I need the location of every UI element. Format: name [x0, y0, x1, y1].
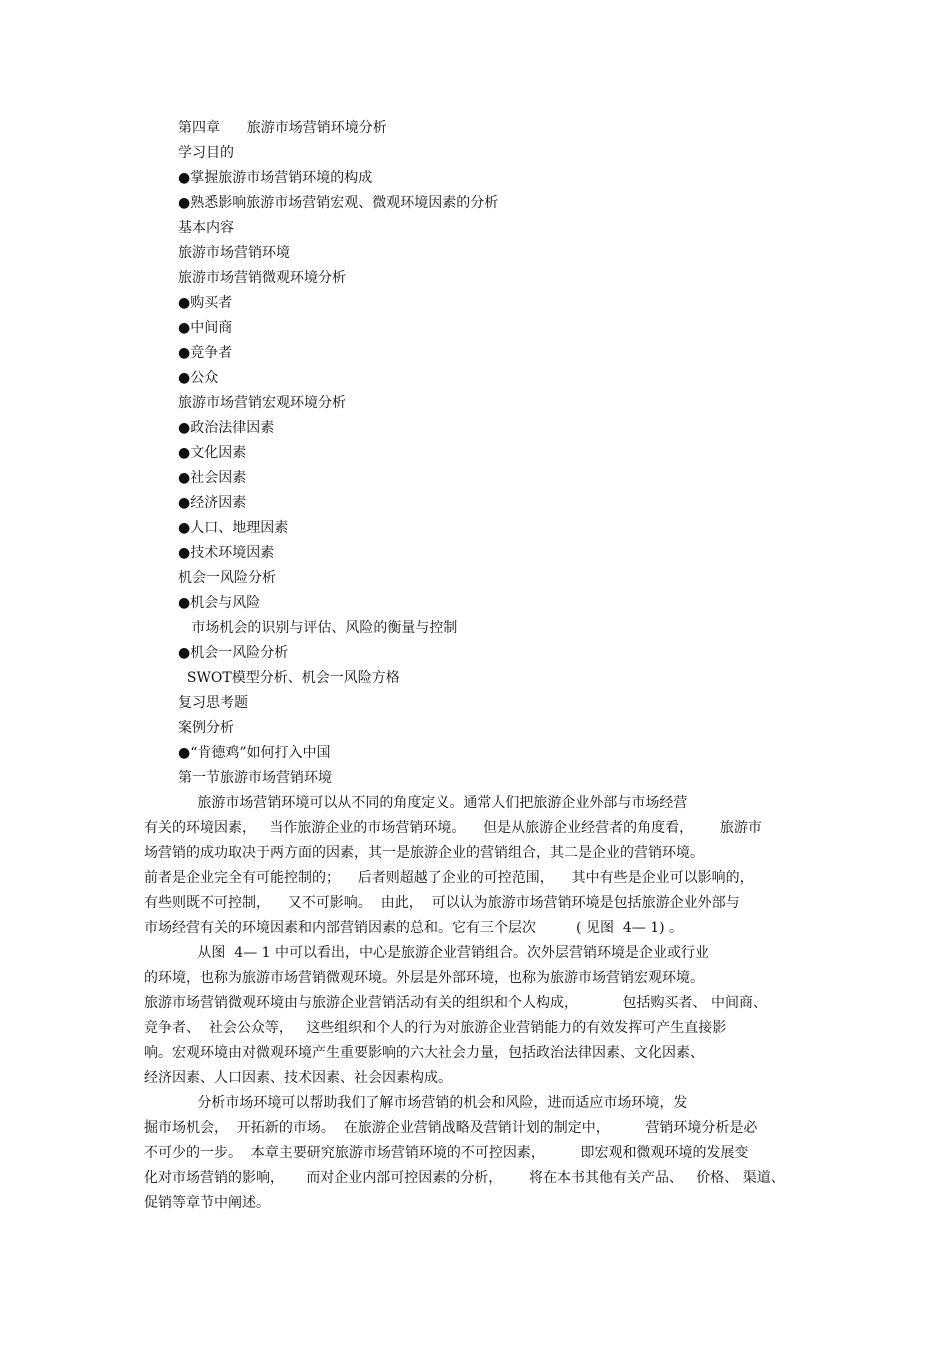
body-text-line: 掘市场机会， 开拓新的市场。 在旅游企业营销战略及营销计划的制定中， 营销环境分析是必 [144, 1120, 758, 1136]
section-title: 第一节旅游市场营销环境 [178, 770, 332, 786]
list-item: ●机会一风险分析 [178, 645, 289, 661]
body-text-line: 响。宏观环境由对微观环境产生重要影响的六大社会力量，包括政治法律因素、文化因素、 [144, 1045, 704, 1061]
list-subitem: 市场机会的识别与评估、风险的衡量与控制 [178, 620, 458, 636]
list-item: ●技术环境因素 [178, 545, 275, 561]
body-text-line: 竞争者、 社会公众等， 这些组织和个人的行为对旅游企业营销能力的有效发挥可产生直接影 [144, 1020, 727, 1036]
section-heading-learning-goals: 学习目的 [178, 145, 234, 161]
list-item: ●竞争者 [178, 345, 233, 361]
body-text-line: 不可少的一步。 本章主要研究旅游市场营销环境的不可控因素， 即宏观和微观环境的发展变 [144, 1145, 749, 1161]
body-text-line: 前者是企业完全有可能控制的； 后者则超越了企业的可控范围， 其中有些是企业可以影响的， [144, 870, 754, 886]
outline-heading: 旅游市场营销环境 [178, 245, 290, 261]
outline-heading: 复习思考题 [178, 695, 248, 711]
list-item: ●政治法律因素 [178, 420, 275, 436]
outline-heading: 旅游市场营销宏观环境分析 [178, 395, 346, 411]
list-item: ●“肯德鸡”如何打入中国 [178, 745, 331, 761]
body-text-line: 有些则既不可控制， 又不可影响。 由此， 可以认为旅游市场营销环境是包括旅游企业外部与 [144, 895, 740, 911]
list-item: ●经济因素 [178, 495, 247, 511]
body-text-line: 促销等章节中阐述。 [144, 1195, 270, 1211]
list-item: ●中间商 [178, 320, 233, 336]
body-text-line: 市场经营有关的环境因素和内部营销因素的总和。它有三个层次 ( 见图 4— 1) 。 [144, 920, 684, 936]
list-item: ●掌握旅游市场营销环境的构成 [178, 170, 373, 186]
body-text-line: 化对市场营销的影响， 而对企业内部可控因素的分析， 将在本书其他有关产品、 价格、 渠道、 [144, 1170, 785, 1186]
body-text-line: 分析市场环境可以帮助我们了解市场营销的机会和风险，进而适应市场环境，发 [144, 1095, 688, 1111]
list-item: ●社会因素 [178, 470, 247, 486]
body-text-line: 有关的环境因素， 当作旅游企业的市场营销环境。 但是从旅游企业经营者的角度看， 旅游市 [144, 820, 762, 836]
list-subitem: SWOT模型分析、机会一风险方格 [178, 670, 400, 686]
list-item: ●熟悉影响旅游市场营销宏观、微观环境因素的分析 [178, 195, 499, 211]
body-text-line: 旅游市场营销微观环境由与旅游企业营销活动有关的组织和个人构成， 包括购买者、 中间商、 [144, 995, 767, 1011]
outline-heading: 旅游市场营销微观环境分析 [178, 270, 346, 286]
chapter-title: 第四章 旅游市场营销环境分析 [178, 120, 387, 136]
outline-heading: 机会一风险分析 [178, 570, 276, 586]
outline-heading: 案例分析 [178, 720, 234, 736]
list-item: ●文化因素 [178, 445, 247, 461]
body-text-line: 经济因素、人口因素、技术因素、社会因素构成。 [144, 1070, 452, 1086]
list-item: ●购买者 [178, 295, 233, 311]
body-text-line: 场营销的成功取决于两方面的因素，其一是旅游企业的营销组合，其二是企业的营销环境。 [144, 845, 704, 861]
list-item: ●公众 [178, 370, 219, 386]
body-text-line: 旅游市场营销环境可以从不同的角度定义。通常人们把旅游企业外部与市场经营 [144, 795, 688, 811]
list-item: ●机会与风险 [178, 595, 261, 611]
body-text-line: 的环境，也称为旅游市场营销微观环境。外层是外部环境，也称为旅游市场营销宏观环境。 [144, 970, 704, 986]
section-heading-basic-content: 基本内容 [178, 220, 234, 236]
body-text-line: 从图 4— 1 中可以看出，中心是旅游企业营销组合。次外层营销环境是企业或行业 [144, 945, 710, 961]
list-item: ●人口、地理因素 [178, 520, 289, 536]
